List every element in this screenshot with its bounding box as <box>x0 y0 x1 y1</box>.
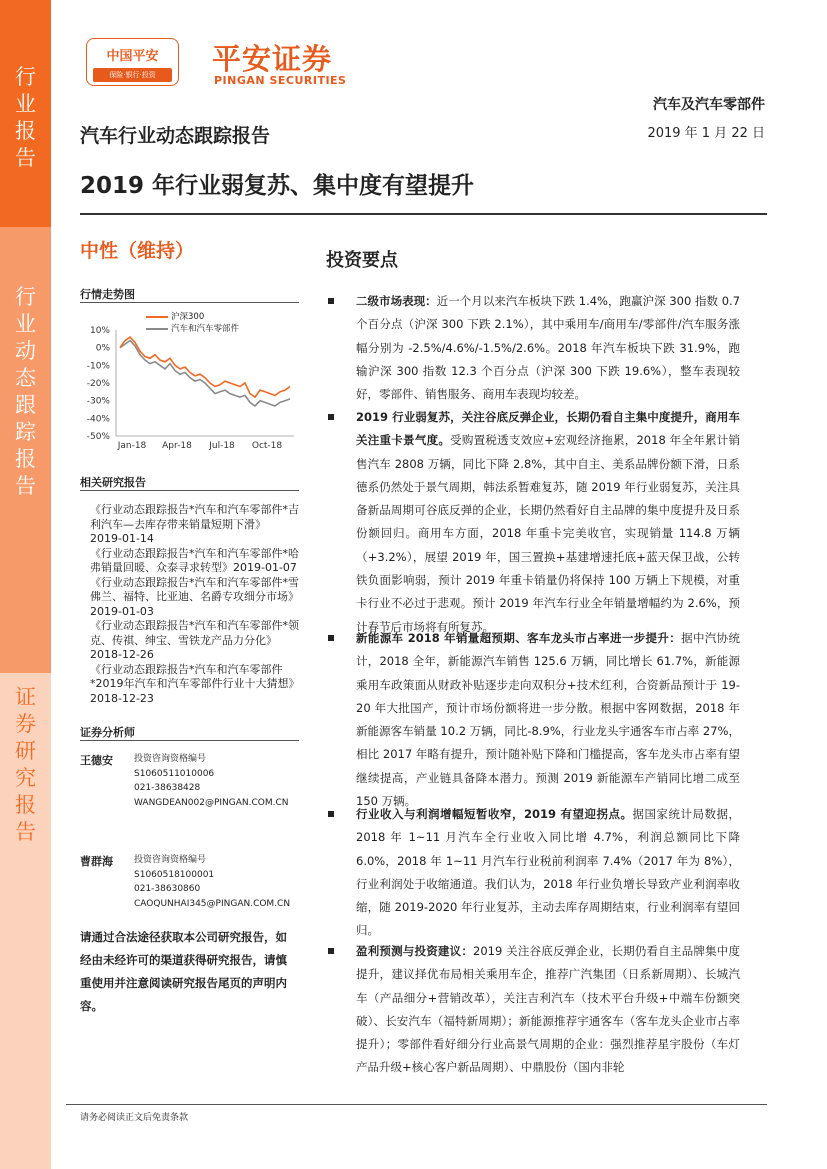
y-tick-label: -40% <box>86 414 110 425</box>
key-point-lead: 二级市场表现： <box>356 294 437 308</box>
section-divider <box>80 302 299 303</box>
key-point-lead: 新能源车 2018 年销量超预期、客车龙头市占率进一步提升： <box>356 631 682 645</box>
sidebar-char: 踪 <box>15 420 36 444</box>
y-tick-label: -20% <box>86 379 110 389</box>
x-tick-label: Oct-18 <box>251 441 283 451</box>
key-point-text: 近一个月以来汽车板块下跌 1.4%，跑赢沪深 300 指数 0.7 个百分点（沪深 300 下跌 2.1%），其中乘用车/商用车/零部件/汽车服务涨幅分别为 -2.5%/4.6%/-1.5%/2.6%。2018 年汽车板块下跌 31.9%，跑输沪深 300 指数 12.3 个百分点（沪深 300 下跌 19.6%），整车表现较好，零部件、销售服务、商用车表现均较差。 <box>356 294 741 402</box>
legend-label: 沪深300 <box>171 312 205 322</box>
y-tick-label: -30% <box>86 396 110 407</box>
y-tick-label: -50% <box>86 432 110 442</box>
pingan-group-logo <box>86 38 179 86</box>
related-reports-list <box>90 503 300 706</box>
key-point-lead: 盈利预测与投资建议： <box>356 944 474 958</box>
sidebar-char: 告 <box>15 474 36 498</box>
key-point-industry-recovery <box>356 406 740 639</box>
sidebar-char: 券 <box>15 712 36 736</box>
related-report-item[interactable]: 《行业动态跟踪报告*汽车和汽车零部件*雪佛兰、福特、比亚迪、名爵专攻细分市场》 2019-01-03 <box>90 575 299 618</box>
analysts-heading: 证券分析师 <box>80 726 135 739</box>
legend-swatch <box>146 316 168 318</box>
sidebar-char: 态 <box>15 366 36 390</box>
sidebar-char: 研 <box>15 739 36 763</box>
sidebar-char: 报 <box>15 793 36 817</box>
sidebar-char: 动 <box>15 339 36 363</box>
y-tick-label: 10% <box>89 326 110 336</box>
trend-chart-heading: 行情走势图 <box>80 288 135 301</box>
logo-badge-cn: 中国平安 <box>106 49 159 64</box>
footer-disclaimer: 请务必阅读正文后免责条款 <box>80 1113 189 1123</box>
report-date: 2019 年 1 月 22 日 <box>647 126 765 141</box>
related-report-item[interactable]: 《行业动态跟踪报告*汽车和汽车零部件*吉利汽车—去库存带来销量短期下滑》 2019-01-14 <box>90 503 299 545</box>
report-type: 汽车行业动态跟踪报告 <box>80 125 271 147</box>
brand-name-cn: 平安证券 <box>212 42 333 76</box>
key-point-text: 据中汽协统计，2018 全年，新能源汽车销售 125.6 万辆，同比增长 61.7%，新能源乘用车政策面从财政补贴逐步走向双积分+技术红利，合资新品预计于 19-20 年大批国产，预计市场份额将进一步分散。根据中客网数据，2018 年新能源客车销量 10.2 万辆，同比-8.9%，行业龙头宇通客车市占率 27%，相比 2017 年略有提升，预计随补贴下降和门槛提高，客车龙头市占率有望继续提高，产业链具备降本潜力。预测 2019 新能源车产销同比增二成至 150 万辆。 <box>356 631 741 809</box>
y-tick-label: 0% <box>95 343 110 354</box>
header-divider <box>80 213 767 215</box>
logo-badge-tagline: 保险·银行·投资 <box>93 68 172 82</box>
key-point-revenue-profit <box>356 803 740 943</box>
analyst-email[interactable]: CAOQUNHAI345@PINGAN.COM.CN <box>134 898 291 909</box>
key-point-text: 据国家统计局数据，2018 年 1~11 月汽车全行业收入同比增 4.7%，利润总额同比下降 6.0%，2018 年 1~11 月汽车行业税前利润率 7.4%（2017 年为 8%），行业利润处于收缩通道。我们认为，2018 年行业负增长导致产业利润率收缩，随 2019-2020 年行业复苏，主动去库存周期结束，行业利润率有望回归。 <box>356 807 740 938</box>
bullet-square-icon <box>328 811 334 817</box>
section-divider <box>80 740 299 741</box>
key-point-market-performance <box>356 290 740 406</box>
key-point-lead: 行业收入与利润增幅短暂收窄，2019 有望迎拐点。 <box>356 807 633 821</box>
sidebar-char: 行 <box>15 65 36 89</box>
key-points-title: 投资要点 <box>326 250 398 271</box>
related-report-item[interactable]: 《行业动态跟踪报告*汽车和汽车零部件*2019年汽车和汽车零部件行业十大猜想》 2018-12-23 <box>90 662 300 705</box>
access-warning: 请通过合法途径获取本公司研究报告，如经由未经许可的渠道获得研究报告，请慎重使用并注意阅读研究报告尾页的声明内容。 <box>80 930 287 1013</box>
sidebar-char: 业 <box>15 312 36 336</box>
key-point-lead: 2019 行业弱复苏，关注谷底反弹企业，长期仍看自主集中度提升，商用车关注重卡景气度。 <box>356 410 740 448</box>
x-tick-label: Apr-18 <box>162 441 192 451</box>
cert-label: 投资咨询资格编号 <box>134 754 207 764</box>
bullet-square-icon <box>328 635 334 641</box>
cert-number: S1060518100001 <box>134 869 215 880</box>
sidebar-char: 告 <box>15 820 36 844</box>
trend-line-chart <box>80 320 300 460</box>
key-point-forecast <box>356 940 740 1100</box>
sidebar-char: 报 <box>15 447 36 471</box>
rating-label: 中性（维持） <box>80 240 195 262</box>
sidebar-char: 跟 <box>15 393 36 417</box>
sidebar-char: 证 <box>15 685 36 709</box>
related-report-item[interactable]: 《行业动态跟踪报告*汽车和汽车零部件*领克、传祺、绅宝、雪铁龙产品力分化》 2018-12-26 <box>90 619 299 661</box>
x-tick-label: Jul-18 <box>209 441 235 451</box>
sidebar-label-industry-report <box>0 64 51 172</box>
key-point-new-energy <box>356 627 740 813</box>
key-point-text: 受购置税透支效应+宏观经济拖累，2018 年全年累计销售汽车 2808 万辆，同比下降 2.8%，其中自主、美系品牌份额下滑，日系德系仍然处于景气周期，韩法系暂难复苏，随 2019 年行业弱复苏，关注具备新品周期可谷底反弹的企业，长期仍然看好自主品牌的集中度提升及日系份额回归。商用车方面，2018 年重卡完美收官，实现销量 114.8 万辆（+3.2%），展望 2019 年，国三置换+基建增速托底+蓝天保卫战，公转铁负面影响弱，预计 2019 年重卡销量仍将保持 100 万辆上下规模，对重卡行业不必过于悲观。预计 2019 年汽车行业全年销量增幅约为 2.6%，预计春节后市场将有所复苏。 <box>356 433 741 634</box>
analyst-email[interactable]: WANGDEAN002@PINGAN.COM.CN <box>134 797 289 808</box>
footer-divider <box>66 1104 767 1105</box>
brand-name-en: PINGAN SECURITIES <box>214 74 347 87</box>
analyst-phone: 021-38638428 <box>134 783 201 793</box>
series-line <box>120 337 290 397</box>
bullet-square-icon <box>328 414 334 420</box>
sidebar-char: 报 <box>15 119 36 143</box>
analyst-info <box>134 853 290 911</box>
analyst-info <box>134 752 289 810</box>
cert-label: 投资咨询资格编号 <box>134 855 207 865</box>
related-report-item[interactable]: 《行业动态跟踪报告*汽车和汽车零部件*哈弗销量回暖、众泰寻求转型》2019-01-07 <box>90 546 299 574</box>
bullet-square-icon <box>328 948 334 954</box>
related-reports-heading: 相关研究报告 <box>80 476 146 489</box>
analyst-phone: 021-38630860 <box>134 884 201 894</box>
report-title: 2019 年行业弱复苏、集中度有望提升 <box>80 173 475 199</box>
cert-number: S1060511010006 <box>134 768 215 779</box>
analyst-name: 王德安 <box>80 754 113 767</box>
sidebar-char: 告 <box>15 146 36 170</box>
sidebar-char: 业 <box>15 92 36 116</box>
section-divider <box>80 490 299 491</box>
y-tick-label: -10% <box>86 361 110 372</box>
sidebar-label-securities-report <box>0 684 51 846</box>
series-line <box>120 341 290 406</box>
sidebar-char: 行 <box>15 285 36 309</box>
analyst-name: 曹群海 <box>80 855 113 868</box>
legend-label: 汽车和汽车零部件 <box>171 324 240 334</box>
sector-label: 汽车及汽车零部件 <box>653 97 765 113</box>
key-point-text: 2019 关注谷底反弹企业，长期仍看自主品牌集中度提升，建议择优布局相关乘用车企，推荐广汽集团（日系新周期）、长城汽车（产品细分+营销改革），关注吉利汽车（技术平台升级+中端车份额突破）、长安汽车（福特新周期）；新能源推荐宇通客车（客车龙头企业市占率提升）；零部件看好细分行业高景气周期的企业：强烈推荐星宇股份（车灯产品升级+核心客户新品周期）、中鼎股份（国内非轮 <box>356 944 740 1075</box>
sidebar-char: 究 <box>15 766 36 790</box>
sidebar-label-tracking-report <box>0 284 51 500</box>
x-tick-label: Jan-18 <box>117 441 147 451</box>
bullet-square-icon <box>328 298 334 304</box>
